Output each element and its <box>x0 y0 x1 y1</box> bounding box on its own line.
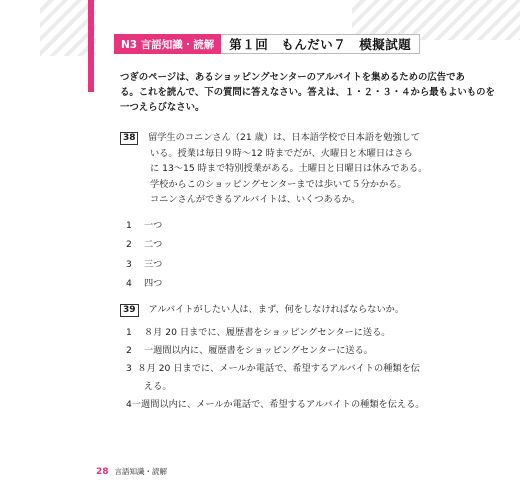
instruction-line: 一つえらびなさい。 <box>120 102 205 113</box>
section-tag: N3 言語知識・読解 <box>114 34 221 54</box>
choice-number: 2 <box>126 344 132 356</box>
choice-text-continued: える。 <box>144 380 172 392</box>
choice-list <box>120 324 425 414</box>
page-number: 28 <box>96 466 109 477</box>
question-39 <box>120 302 425 414</box>
question-number: 39 <box>120 304 139 317</box>
choice-item[interactable] <box>120 235 420 255</box>
choice-text: 一つ <box>144 219 163 231</box>
choice-number: 1 <box>126 326 132 338</box>
question-text: いる。授業は毎日９時～12 時までだが、火曜日と木曜日はさら <box>150 147 413 159</box>
choice-item[interactable] <box>120 255 420 275</box>
choice-number: 4 <box>126 278 132 289</box>
question-text: 留学生のコニンさん（21 歳）は、日本語学校で日本語を勉強して <box>148 132 420 143</box>
choice-list <box>120 216 420 294</box>
question-text: 学校からこのショッピングセンターまでは歩いて５分かかる。 <box>150 178 407 190</box>
choice-item[interactable] <box>120 324 420 342</box>
choice-number: 2 <box>126 239 132 250</box>
choice-number: 3 <box>126 258 132 270</box>
choice-item[interactable] <box>120 360 420 378</box>
question-number: 38 <box>120 132 138 145</box>
question-text: に 13～15 時まで特別授業がある。土曜日と日曜日は休みである。 <box>150 163 428 174</box>
choice-text: 三つ <box>144 258 163 270</box>
choice-item[interactable] <box>120 342 420 360</box>
choice-text: 二つ <box>144 239 163 250</box>
choice-text: 一週間以内に、履歴書をショッピングセンターに送る。 <box>144 344 373 356</box>
choice-item[interactable] <box>120 396 425 414</box>
question-text: アルバイトがしたい人は、まず、何をしなければならないか。 <box>148 304 405 315</box>
choice-number: 3 <box>126 362 132 374</box>
choice-number: 1 <box>126 219 132 231</box>
instruction-line: つぎのページは、あるショッピングセンターのアルバイトを集めるための広告であ <box>120 72 465 83</box>
instructions <box>120 70 495 115</box>
instruction-line: る。これを読んで、下の質問に答えなさい。答えは、１・２・３・４から最もよいものを <box>120 87 495 98</box>
choice-text: 四つ <box>144 278 163 289</box>
choice-text: ８月 20 日までに、メールか電話で、希望するアルバイトの種類を伝 <box>137 362 420 374</box>
footer-section-label: 言語知識・読解 <box>114 467 168 476</box>
choice-item[interactable] <box>120 216 420 236</box>
choice-text: 一週間以内に、メールか電話で、希望するアルバイトの種類を伝える。 <box>131 398 425 410</box>
decorative-pink-bar <box>88 0 94 92</box>
choice-number: 4 <box>126 398 132 410</box>
page-footer <box>96 466 167 477</box>
choice-text: ８月 20 日までに、履歴書をショッピングセンターに送る。 <box>144 326 391 338</box>
question-text: コニンさんができるアルバイトは、いくつあるか。 <box>150 194 361 205</box>
page-header <box>114 34 420 54</box>
page-title: 第１回 もんだい７ 模擬試題 <box>221 34 420 54</box>
question-38 <box>120 130 428 294</box>
choice-item[interactable] <box>120 274 420 294</box>
